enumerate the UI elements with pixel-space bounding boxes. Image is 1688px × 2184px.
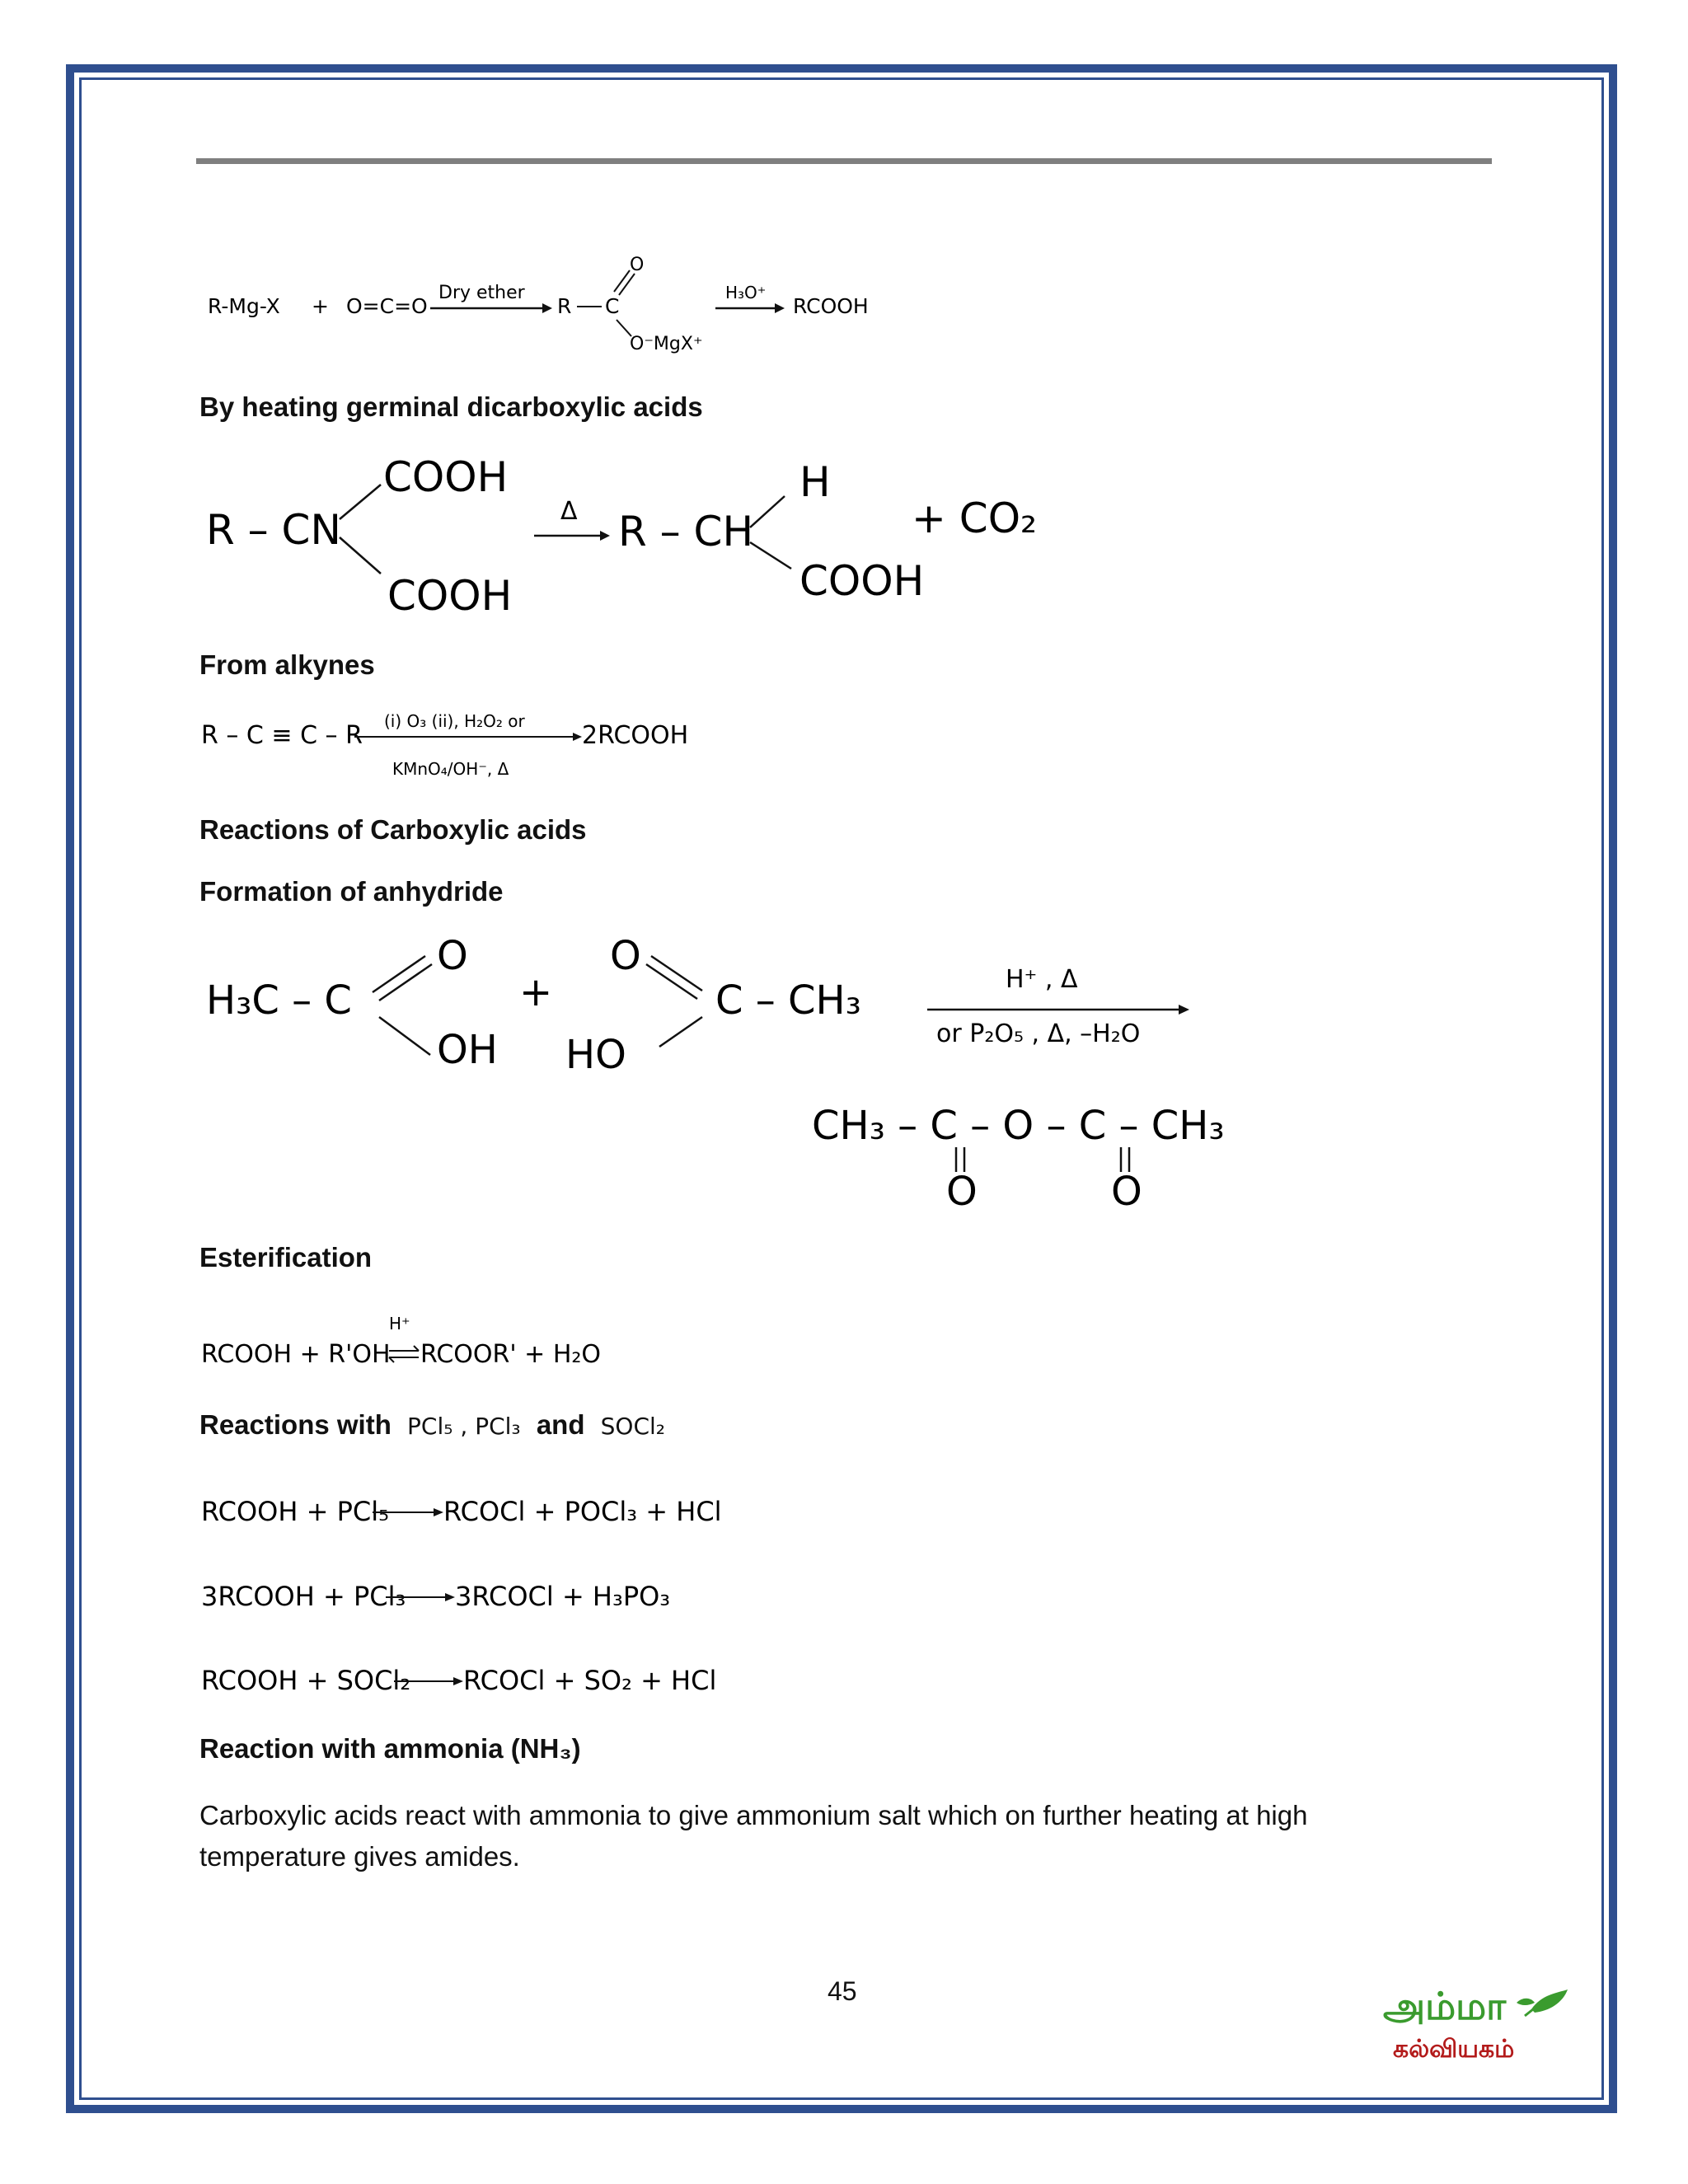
grignard-equation	[198, 255, 923, 363]
alkyne-condition-top: (i) O₃ (ii), H₂O₂ or	[384, 711, 525, 731]
heading-anhydride: Formation of anhydride	[199, 876, 504, 907]
grignard-condition: Dry ether	[438, 283, 525, 303]
grignard-reactant2: O=C=O	[346, 294, 428, 318]
anhydride-acid1: H₃C – C	[206, 977, 352, 1024]
header-rule	[196, 158, 1492, 164]
reagent-pcl5-pcl3: PCl₅ , PCl₃	[407, 1413, 521, 1440]
page-number: 45	[828, 1976, 857, 2006]
halide-equation-3	[198, 1657, 725, 1706]
germinal-co2: + CO₂	[912, 494, 1038, 542]
reagent-socl2: SOCl₂	[600, 1413, 666, 1440]
heading-halides-prefix: Reactions with	[199, 1409, 392, 1440]
anhydride-o-top: O	[437, 933, 468, 979]
amma-kalviyagam-logo	[1376, 1978, 1582, 2069]
alkyne-product: 2RCOOH	[582, 721, 689, 750]
germinal-cooh-product: COOH	[799, 557, 925, 605]
heading-germinal: By heating germinal dicarboxylic acids	[199, 391, 703, 422]
halide-2-right: 3RCOCl + H₃PO₃	[455, 1581, 671, 1612]
anhydride-ho: HO	[565, 1032, 626, 1078]
heading-alkynes: From alkynes	[199, 649, 375, 680]
germinal-reactant: R – CN	[206, 506, 341, 554]
germinal-condition: Δ	[560, 497, 578, 526]
grignard-c: C	[605, 294, 620, 318]
anhydride-equation	[198, 931, 1294, 1212]
germinal-cooh-top: COOH	[383, 453, 509, 501]
alkyne-reactant: R – C ≡ C – R	[201, 721, 363, 750]
halide-3-left: RCOOH + SOCl₂	[201, 1665, 411, 1696]
anhydride-acid2: C – CH₃	[715, 977, 861, 1024]
halide-equation-1	[198, 1488, 725, 1537]
anhydride-o-top2: O	[610, 933, 641, 979]
germinal-cooh-bottom: COOH	[387, 572, 513, 620]
grignard-omgx: O⁻MgX⁺	[630, 334, 703, 354]
heading-halides-and: and	[536, 1409, 585, 1440]
heading-halides	[199, 1409, 665, 1441]
halide-1-left: RCOOH + PCl₅	[201, 1496, 389, 1527]
esterification-equation	[198, 1306, 626, 1380]
heading-ammonia: Reaction with ammonia (NH₃)	[199, 1733, 581, 1764]
ester-left: RCOOH + R'OH	[201, 1340, 391, 1369]
leaf-icon	[1517, 1990, 1568, 2016]
germinal-h: H	[799, 458, 831, 506]
anhydride-plus: +	[519, 969, 553, 1015]
germinal-product: R – CH	[618, 508, 754, 555]
alkyne-equation	[198, 707, 725, 790]
heading-esterification: Esterification	[199, 1242, 373, 1272]
grignard-condition2: H₃O⁺	[725, 283, 767, 302]
anhydride-condition-top: H⁺ , Δ	[1006, 965, 1078, 994]
halide-1-right: RCOCl + POCl₃ + HCl	[443, 1496, 722, 1527]
halide-2-left: 3RCOOH + PCl₃	[201, 1581, 406, 1612]
grignard-o: O	[630, 255, 645, 275]
logo-line2: கல்வியகம்	[1393, 2035, 1515, 2064]
anhydride-o-bottom1: O	[946, 1169, 978, 1212]
alkyne-condition-bottom: KMnO₄/OH⁻, Δ	[392, 759, 509, 779]
heading-reactions: Reactions of Carboxylic acids	[199, 814, 587, 845]
halide-equation-2	[198, 1572, 725, 1622]
logo-line1: அம்மா	[1383, 1984, 1507, 2028]
grignard-reactant1: R-Mg-X	[208, 294, 280, 318]
grignard-product: RCOOH	[793, 294, 869, 318]
halide-3-right: RCOCl + SO₂ + HCl	[463, 1665, 717, 1696]
grignard-r: R	[557, 294, 572, 318]
germinal-equation	[198, 445, 1055, 626]
anhydride-oh: OH	[437, 1027, 498, 1073]
anhydride-condition-bottom: or P₂O₅ , Δ, –H₂O	[936, 1019, 1141, 1048]
anhydride-o-bottom2: O	[1111, 1169, 1142, 1212]
ammonia-paragraph: Carboxylic acids react with ammonia to give ammonium salt which on further heating at high temperature gives amides.	[199, 1800, 1308, 1872]
ester-catalyst: H⁺	[389, 1314, 410, 1333]
grignard-plus: +	[312, 294, 329, 318]
anhydride-product: CH₃ – C – O – C – CH₃	[812, 1103, 1225, 1149]
ester-right: RCOOR' + H₂O	[420, 1340, 602, 1369]
